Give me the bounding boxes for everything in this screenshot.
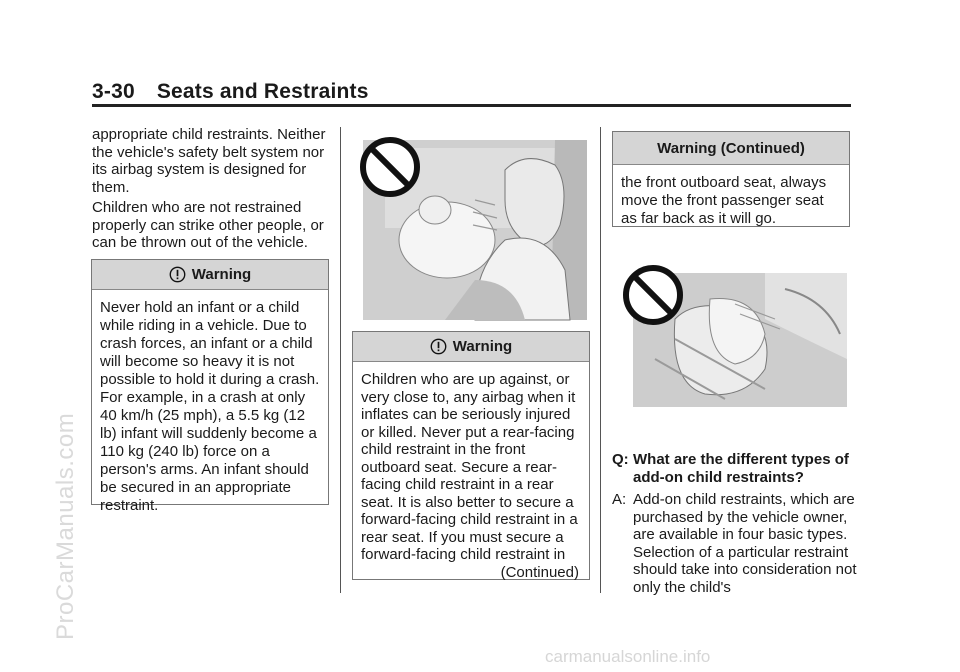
warning-box-airbag [352, 331, 590, 580]
warning-text [353, 362, 589, 589]
header-rule [92, 104, 851, 107]
side-watermark: ProCarManuals.com [52, 412, 79, 640]
warning-box-header [92, 260, 328, 290]
warning-title: Warning [452, 338, 513, 355]
question-label: Q: [612, 451, 629, 468]
warning-text: Never hold an infant or a child while riding in a vehicle. Due to crash forces, an infant or a child will become so heavy it is not possible to hold it during a crash. For example, in a crash at only 40 km/h (25 mph), a 5.5 kg (12 lb) infant will suddenly become a 110 kg (240 lb) force on a person's arms. An infant should be secured in an appropriate restraint. [100, 299, 320, 514]
warning-body: Children who are up against, or very close to, any airbag when it inflates can be seriously injured or killed. Never put a rear-facing child restraint in the front outboard seat. Secure a rear-facing child restraint in a rear seat. It is also better to secure a forward-facing child restraint in a rear seat. If you must secure a forward-facing child restraint in [361, 371, 578, 563]
warning-box-header [353, 332, 589, 362]
warning-title: Warning (Continued) [657, 139, 805, 157]
question-text: What are the different types of add-on child restraints? [633, 451, 849, 486]
answer-block [612, 491, 857, 596]
bottom-watermark: carmanualsonline.info [545, 647, 711, 666]
question-block [612, 451, 857, 486]
warning-icon [430, 338, 447, 355]
warning-icon [169, 266, 186, 283]
column-divider-1 [340, 127, 341, 593]
warning-title: Warning [191, 266, 252, 283]
answer-text: Add-on child restraints, which are purchased by the vehicle owner, are available in four basic types. Selection of a particular restraint should take into consideration not only the child's [633, 491, 857, 596]
page-number: 3-30 [92, 80, 135, 103]
body-paragraph-1: appropriate child restraints. Neither the vehicle's safety belt system nor its airbag system is designed for them. [92, 126, 326, 196]
column-divider-2 [600, 127, 601, 593]
section-title: Seats and Restraints [156, 80, 369, 103]
warning-box-header [613, 132, 849, 165]
illustration-holding-infant [355, 130, 590, 322]
continued-label: (Continued) [500, 563, 579, 581]
warning-box-continued [612, 131, 850, 227]
warning-text: the front outboard seat, always move the front passenger seat as far back as it will go. [621, 174, 827, 227]
body-paragraph-2: Children who are not restrained properly can strike other people, or can be thrown out of the vehicle. [92, 199, 324, 251]
warning-box-infant [91, 259, 329, 514]
illustration-rear-facing-seat [615, 259, 850, 409]
page-header [92, 80, 369, 104]
answer-label: A: [612, 491, 627, 508]
